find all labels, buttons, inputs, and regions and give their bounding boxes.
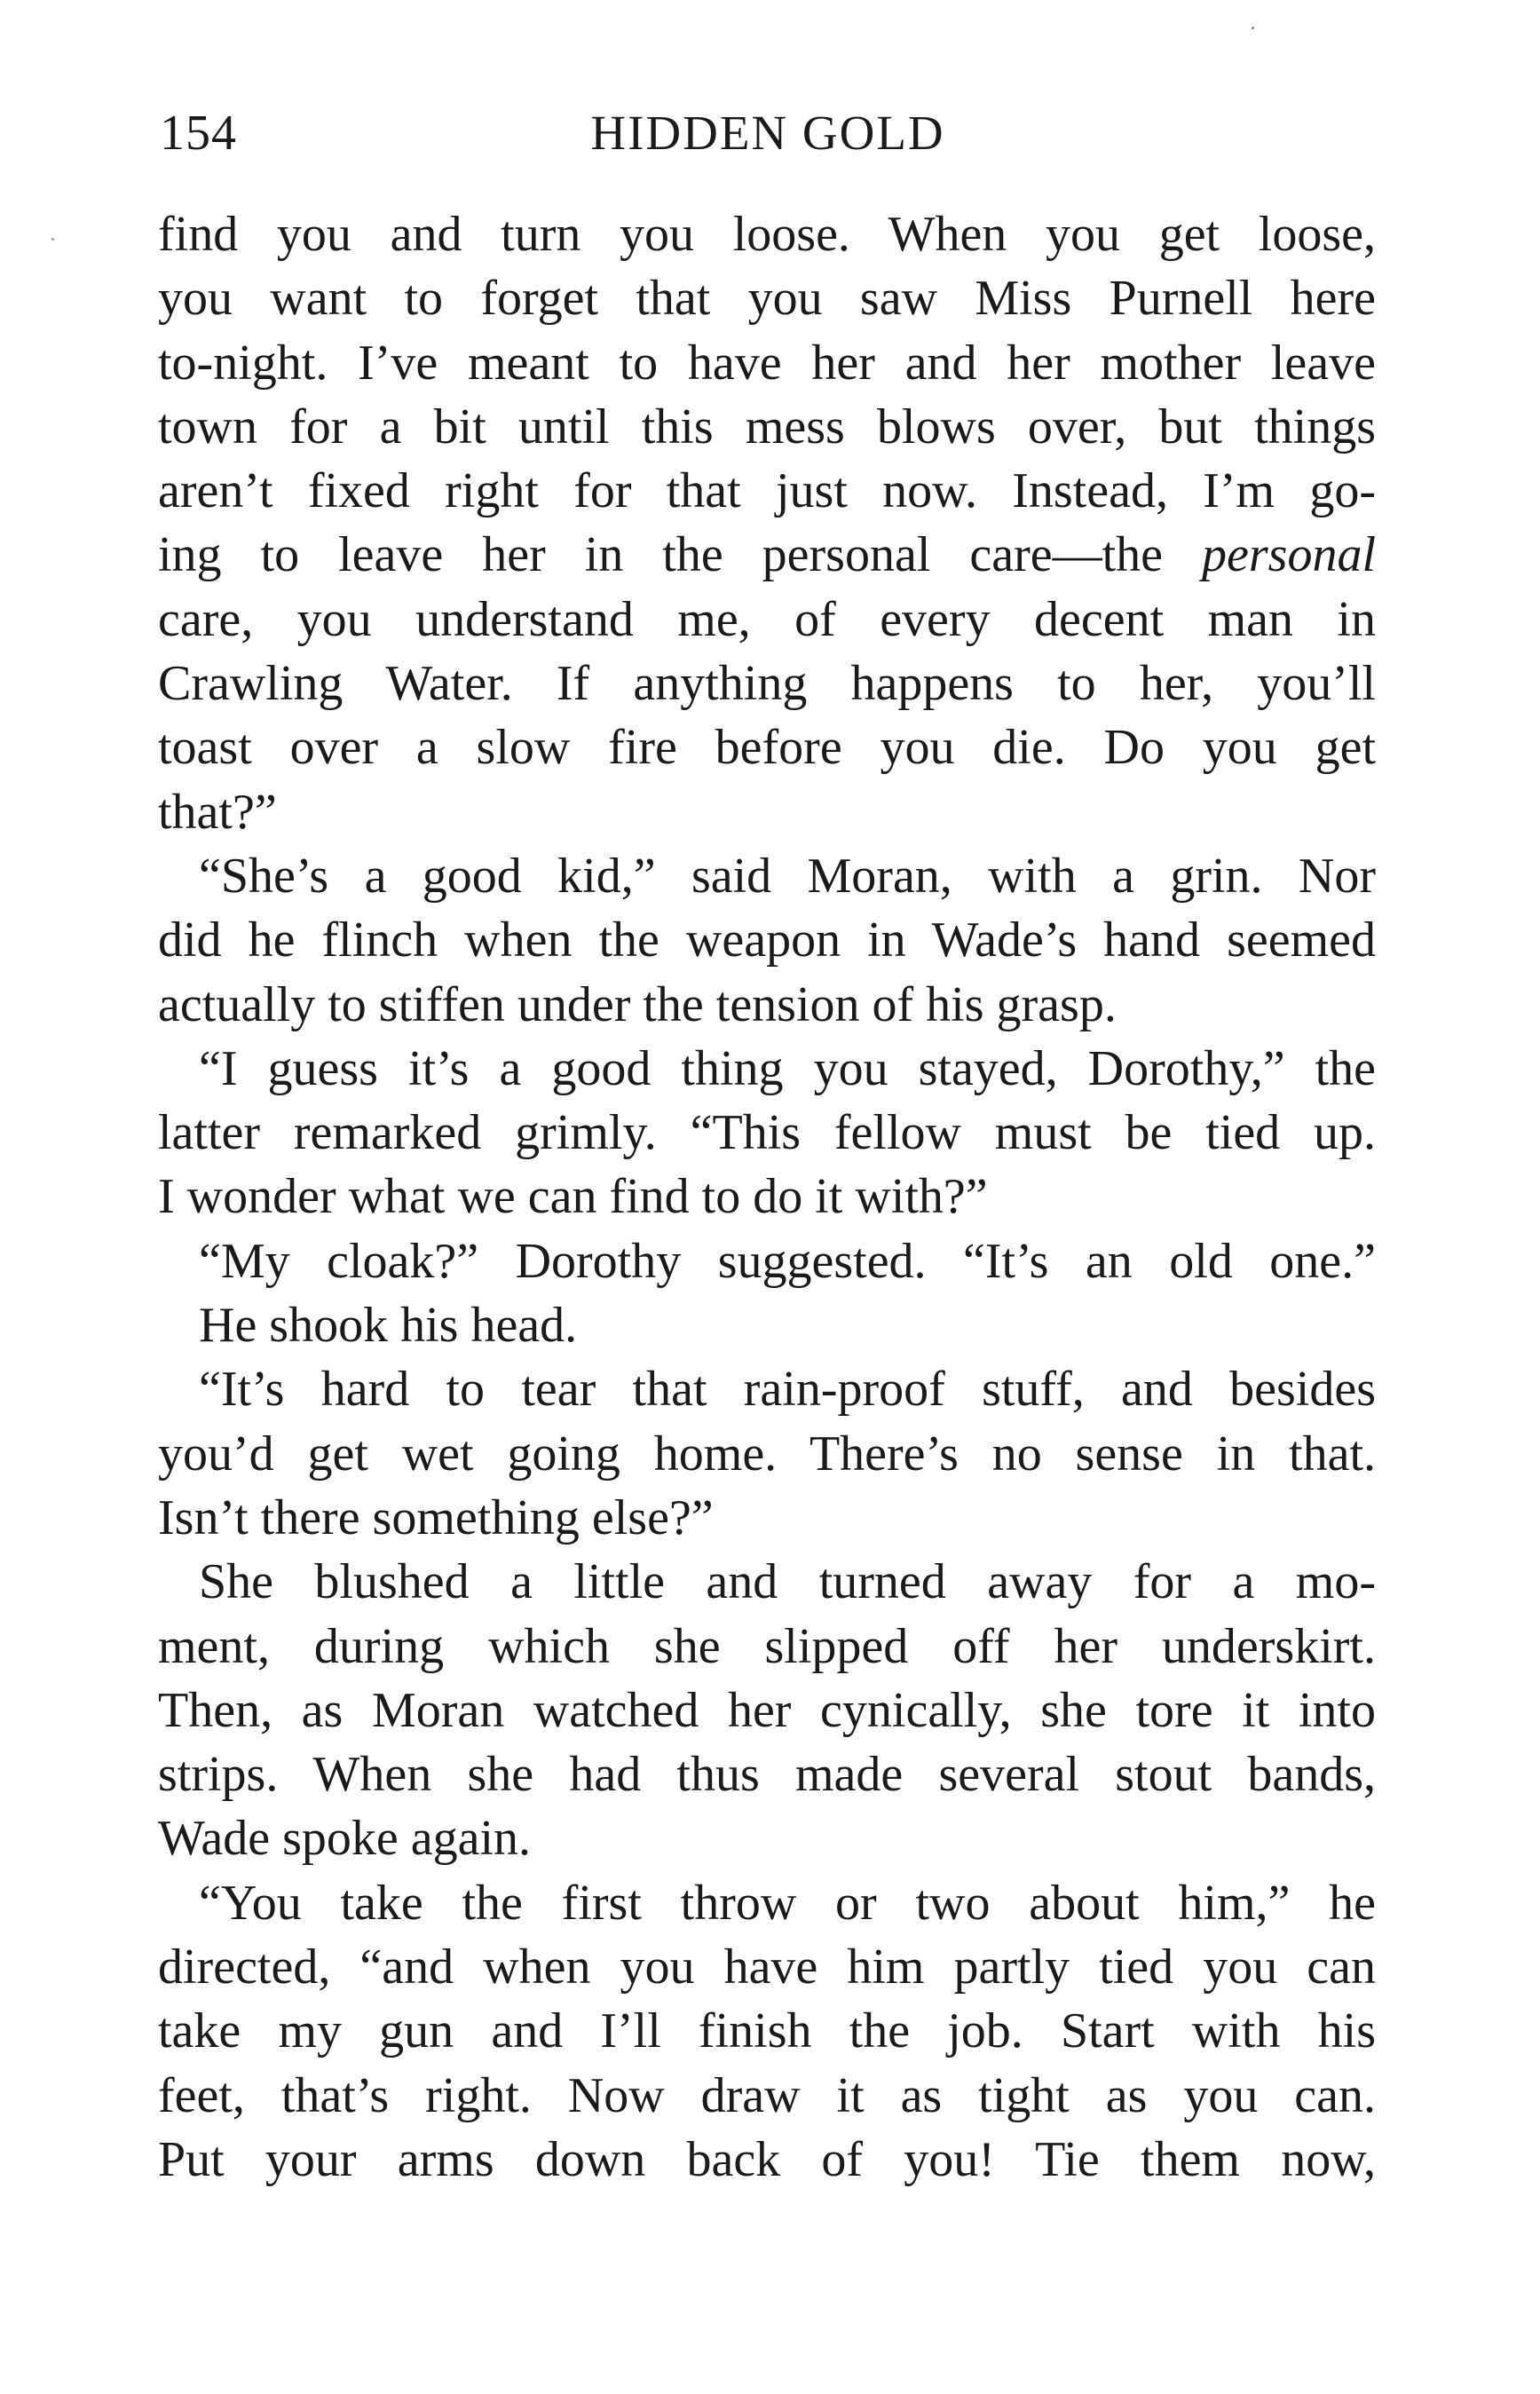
text-line: Crawling Water. If anything happens to her, you’ll bbox=[158, 656, 1376, 712]
text-line: latter remarked grimly. “This fellow must be tied up. bbox=[158, 1105, 1376, 1161]
text-line: you want to forget that you saw Miss Purnell here bbox=[158, 271, 1376, 327]
text-line: “My cloak?” Dorothy suggested. “It’s an old one.” bbox=[199, 1233, 1376, 1289]
text-line: find you and turn you loose. When you get loose, bbox=[158, 207, 1376, 262]
book-title: HIDDEN GOLD bbox=[590, 106, 945, 160]
text-line: ment, during which she slipped off her underskirt. bbox=[158, 1618, 1376, 1674]
text-line: feet, that’s right. Now draw it as tight as you can. bbox=[158, 2067, 1376, 2123]
text-line: “You take the first throw or two about him,” he bbox=[199, 1875, 1376, 1931]
text-line: to-night. I’ve meant to have her and her mother leave bbox=[158, 335, 1376, 391]
text-line: Then, as Moran watched her cynically, she tore it into bbox=[158, 1682, 1376, 1738]
text-line: He shook his head. bbox=[199, 1298, 578, 1354]
italic-word: personal bbox=[1202, 527, 1376, 583]
text-line: care, you understand me, of every decent man in bbox=[158, 591, 1376, 647]
text-line: “I guess it’s a good thing you stayed, Dorothy,” the bbox=[199, 1040, 1376, 1096]
text-line: that?” bbox=[158, 784, 277, 840]
text-line: take my gun and I’ll finish the job. Start with his bbox=[158, 2003, 1376, 2059]
text-line: Isn’t there something else?” bbox=[158, 1489, 714, 1545]
text-line: directed, “and when you have him partly tied you can bbox=[158, 1940, 1376, 1995]
text-line: did he flinch when the weapon in Wade’s hand seemed bbox=[158, 913, 1376, 968]
text-line: aren’t fixed right for that just now. Instead, I’m go- bbox=[158, 463, 1376, 519]
text-line: toast over a slow fire before you die. Do you get bbox=[158, 720, 1376, 776]
text-line: town for a bit until this mess blows over, but things bbox=[158, 399, 1376, 454]
text-line bbox=[158, 523, 1376, 587]
text-line: actually to stiffen under the tension of his grasp. bbox=[158, 976, 1117, 1032]
paper-speck bbox=[1252, 27, 1254, 29]
text-line: Wade spoke again. bbox=[158, 1811, 531, 1867]
paper-speck bbox=[51, 238, 54, 241]
page-number: 154 bbox=[160, 106, 237, 161]
text-line: She blushed a little and turned away for a mo- bbox=[199, 1554, 1376, 1610]
running-head bbox=[160, 105, 1376, 176]
text-line: Put your arms down back of you! Tie them now, bbox=[158, 2131, 1376, 2187]
text-line: strips. When she had thus made several stout bands, bbox=[158, 1747, 1376, 1803]
text-line: you’d get wet going home. There’s no sense in that. bbox=[158, 1426, 1376, 1481]
text-line: I wonder what we can find to do it with?” bbox=[158, 1169, 988, 1225]
text-line: “She’s a good kid,” said Moran, with a grin. Nor bbox=[199, 848, 1376, 904]
text-line-start: ing to leave her in the personal care—the bbox=[158, 527, 1202, 583]
body-text bbox=[158, 202, 1376, 2192]
text-line: “It’s hard to tear that rain-proof stuff, and besides bbox=[199, 1362, 1376, 1418]
